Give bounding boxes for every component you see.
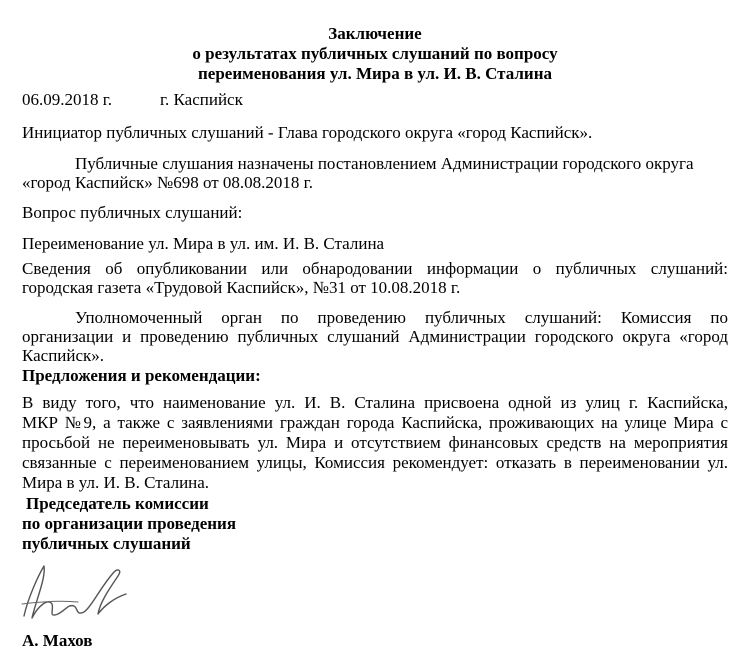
handwritten-signature bbox=[18, 558, 138, 628]
chair-title-line2: по организации проведения bbox=[22, 514, 237, 533]
proposals-text-line4: связанные с переименованием улицы, Комиссия рекомендует: отказать в переименовании ул. bbox=[22, 453, 728, 472]
chair-title-line1: Председатель комиссии bbox=[26, 494, 209, 513]
proposals-text-line5: Мира в ул. И. В. Сталина. bbox=[22, 473, 210, 492]
publication-text-line1: Сведения об опубликовании или обнародовании информации о публичных слушаний: bbox=[22, 259, 728, 278]
initiator-text: Инициатор публичных слушаний - Глава городского округа «город Каспийск». bbox=[22, 123, 593, 142]
document-place: г. Каспийск bbox=[160, 90, 243, 109]
proposals-text-line1: В виду того, что наименование ул. И. В. Сталина присвоена одной из улиц г. Каспийска, bbox=[22, 393, 728, 412]
signer-name: А. Махов bbox=[22, 631, 93, 650]
chair-title-line3: публичных слушаний bbox=[22, 534, 191, 553]
question-label: Вопрос публичных слушаний: bbox=[22, 203, 243, 222]
document-subtitle-line2: переименования ул. Мира в ул. И. В. Сталина bbox=[197, 64, 552, 83]
question-text: Переименование ул. Мира в ул. им. И. В. Сталина bbox=[22, 234, 385, 253]
appointed-text-line1: Публичные слушания назначены постановлением Администрации городского округа bbox=[75, 154, 694, 173]
authority-text-line2: организации и проведению публичных слушаний Администрации городского округа «город bbox=[22, 327, 728, 346]
proposals-text-line2: МКР №9, а также с заявлениями граждан города Каспийска, проживающих на улице Мира с bbox=[22, 413, 728, 432]
authority-text-line3: Каспийск». bbox=[22, 346, 105, 365]
authority-text-line1: Уполномоченный орган по проведению публичных слушаний: Комиссия по bbox=[75, 308, 728, 327]
publication-text-line2: городская газета «Трудовой Каспийск», №31 от 10.08.2018 г. bbox=[22, 278, 461, 297]
document-title: Заключение bbox=[328, 24, 422, 43]
document-date: 06.09.2018 г. bbox=[22, 90, 113, 109]
appointed-text-line2: «город Каспийск» №698 от 08.08.2018 г. bbox=[22, 173, 313, 192]
proposals-heading: Предложения и рекомендации: bbox=[22, 366, 261, 385]
document-subtitle-line1: о результатах публичных слушаний по вопросу bbox=[192, 44, 558, 63]
proposals-text-line3: просьбой не переименовывать ул. Мира и отсутствием финансовых средств на мероприятия bbox=[22, 433, 728, 452]
